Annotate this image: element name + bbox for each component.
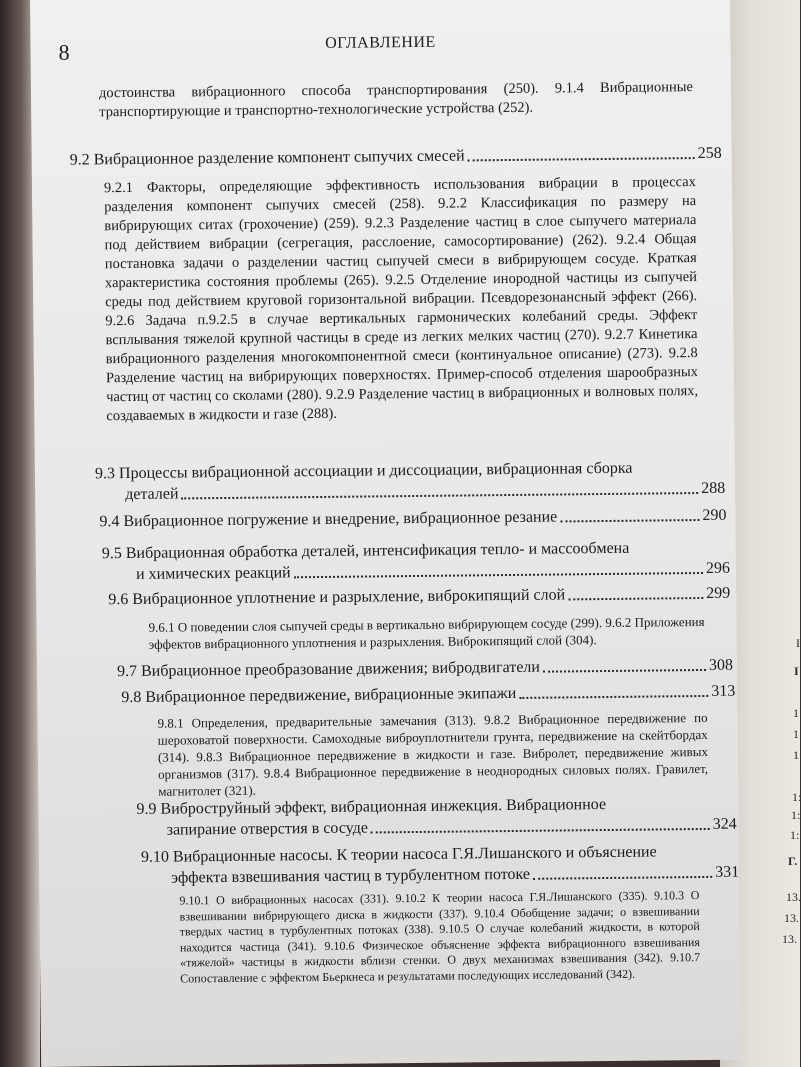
right-page-fragment: 13. bbox=[784, 911, 799, 925]
right-page-fragment: 1: bbox=[791, 808, 801, 822]
page-title: ОГЛАВЛЕНИЕ bbox=[325, 33, 436, 52]
entry-title-line2: запирание отверстия в сосуде bbox=[166, 819, 368, 839]
entry-page: 324 bbox=[712, 815, 737, 833]
continued-paragraph: достоинства вибрационного способа транспортирования (250). 9.1.4 Вибрационные транспортирующие и транспортно-технологические устройства (252). bbox=[98, 79, 694, 121]
toc-entry-9-3 bbox=[95, 457, 725, 506]
entry-title-line2: деталей bbox=[125, 485, 179, 504]
entry-title-line1: 9.3 Процессы вибрационной ассоциации и диссоциации, вибрационная сборка bbox=[94, 459, 633, 483]
entry-page: 296 bbox=[705, 559, 731, 577]
entry-page: 290 bbox=[702, 506, 727, 524]
entry-title-line1: 9.9 Виброструйный эффект, вибрационная инжекция. Вибрационное bbox=[136, 796, 607, 818]
entry-title: 9.2 Вибрационное разделение компонент сыпучих смесей bbox=[69, 147, 465, 169]
toc-entry-9-10 bbox=[141, 841, 739, 889]
entry-page: 308 bbox=[708, 656, 734, 674]
entry-page: 258 bbox=[697, 144, 722, 163]
dot-leader bbox=[468, 157, 695, 161]
toc-entry-9-2 bbox=[70, 143, 722, 171]
entry-title-line2: эффекта взвешивания частиц в турбулентном потоке bbox=[171, 865, 531, 887]
dot-leader bbox=[543, 669, 706, 673]
subsection-list-9-8: 9.8.1 Определения, предварительные замечания (313). 9.8.2 Вибрационное передвижение по шероховатой поверхности. Самоходные виброуплотнители грунта, передвижение на скейтбордах (314). 9.8.3 Вибрационное передвижение в жидкости и газе. Вибролет, передвижение живых организмов (317). 9.8.4 Вибрационное передвижение в неоднородных силовых полях. Гравилет, магнитолет (321). bbox=[157, 709, 709, 799]
entry-title-line2: и химических реакций bbox=[135, 564, 291, 583]
dot-leader bbox=[560, 519, 699, 522]
toc-entry-9-9 bbox=[136, 793, 736, 841]
entry-title: 9.7 Вибрационное преобразование движения; вибродвигатели bbox=[116, 658, 541, 681]
entry-title-line1: 9.10 Вибрационные насосы. К теории насоса Г.Я.Лишанского и объяснение bbox=[140, 843, 657, 866]
entry-title: 9.4 Вибрационное погружение и внедрение, вибрационное резание bbox=[99, 508, 558, 531]
dot-leader bbox=[371, 828, 710, 834]
dot-leader bbox=[294, 572, 703, 578]
entry-page: 313 bbox=[711, 682, 736, 700]
toc-entry-9-5 bbox=[102, 537, 730, 586]
right-page-fragment: I bbox=[796, 636, 800, 650]
toc-entry-9-6 bbox=[108, 583, 730, 611]
right-page-fragment: I bbox=[794, 664, 799, 678]
toc-entry-9-7 bbox=[117, 655, 733, 682]
dot-leader bbox=[519, 695, 708, 699]
right-page-fragment: 1 bbox=[793, 727, 799, 741]
subsection-list-9-10: 9.10.1 О вибрационных насосах (331). 9.10.2 К теории насоса Г.Я.Лишанского (335). 9.10.3 О взвешивании вибрирующего диска в жидкости (337). 9.10.4 Обобщение задачи; о взвешивании твердых частиц в турбулентных потоках (338). 9.10.5 О случае колебаний жидкости, в которой находится частица (341). 9.10.6 Физическое объяснение эффекта вибрационного взвешивания «тяжелой» частицы в жидкости вблизи стенки. О двух механизмах взвешивания (342). 9.10.7 Сопоставление с эффектом Бьеркнеса и результатами последующих исследований (342). bbox=[179, 888, 701, 985]
subsection-list-9-2: 9.2.1 Факторы, определяющие эффективность использования вибрации в процессах разделения компонент сыпучих смесей (258). 9.2.2 Классификация по размеру на вибрирующих ситах (грохочение) (259). 9.2.3 Разделение частиц в слое сыпучего материала под действием вибрации (сегрегация, расслоение, самосортирование) (262). 9.2.4 Общая постановка задачи о разделении частиц сыпучей смеси в вибрирующем сосуде. Краткая характеристика состояния проблемы (265). 9.2.5 Отделение инородной частицы из сыпучей среды под действием круговой горизонтальной вибрации. Псевдорезонансный эффект (266). 9.2.6 Задача п.9.2.5 в случае вертикальных гармонических колебаний среды. Эффект всплывания тяжелой крупной частицы в среде из легких мелких частиц (270). 9.2.7 Кинетика вибрационного разделения многокомпонентной смеси (континуальное описание) (273). 9.2.8 Разделение частиц на вибрирующих поверхностях. Пример-способ отделения шарообразных частиц от частиц со сколами (280). 9.2.9 Разделение частиц в вибрационных и волновых полях, создаваемых в жидкости и газе (288). bbox=[103, 174, 699, 425]
entry-title: 9.6 Вибрационное уплотнение и разрыхление, виброкипящий слой bbox=[108, 586, 566, 609]
book-page bbox=[30, 0, 741, 1067]
right-page-fragment: 1 bbox=[793, 706, 799, 720]
dot-leader bbox=[568, 597, 703, 600]
toc-entry-9-4 bbox=[99, 505, 726, 533]
entry-page: 299 bbox=[706, 584, 731, 602]
subsection-list-9-6: 9.6.1 О поведении слоя сыпучей среды в вертикально вибрирующем сосуде (299). 9.6.2 Приложения эффектов вибрационного уплотнения и разрыхления. Виброкипящий слой (304). bbox=[148, 613, 705, 652]
right-page-fragment: Г. bbox=[788, 854, 798, 868]
right-page-fragment: 1 bbox=[793, 748, 799, 762]
dot-leader bbox=[533, 876, 712, 880]
entry-title-line1: 9.5 Вибрационная обработка деталей, интенсификация тепло- и массообмена bbox=[101, 539, 630, 563]
page-header bbox=[30, 31, 730, 65]
dot-leader bbox=[182, 492, 699, 499]
right-page-fragment: 1: bbox=[792, 790, 801, 804]
right-page-fragment: 1: bbox=[790, 828, 800, 842]
page-number: 8 bbox=[58, 39, 70, 65]
entry-title: 9.8 Вибрационное передвижение, вибрационные экипажи bbox=[121, 684, 517, 707]
entry-page: 288 bbox=[701, 479, 726, 497]
right-page-fragment: 13. bbox=[782, 932, 797, 946]
right-page-fragment: 13. bbox=[786, 890, 801, 904]
entry-page: 331 bbox=[715, 863, 740, 881]
toc-entry-9-8 bbox=[121, 681, 735, 708]
